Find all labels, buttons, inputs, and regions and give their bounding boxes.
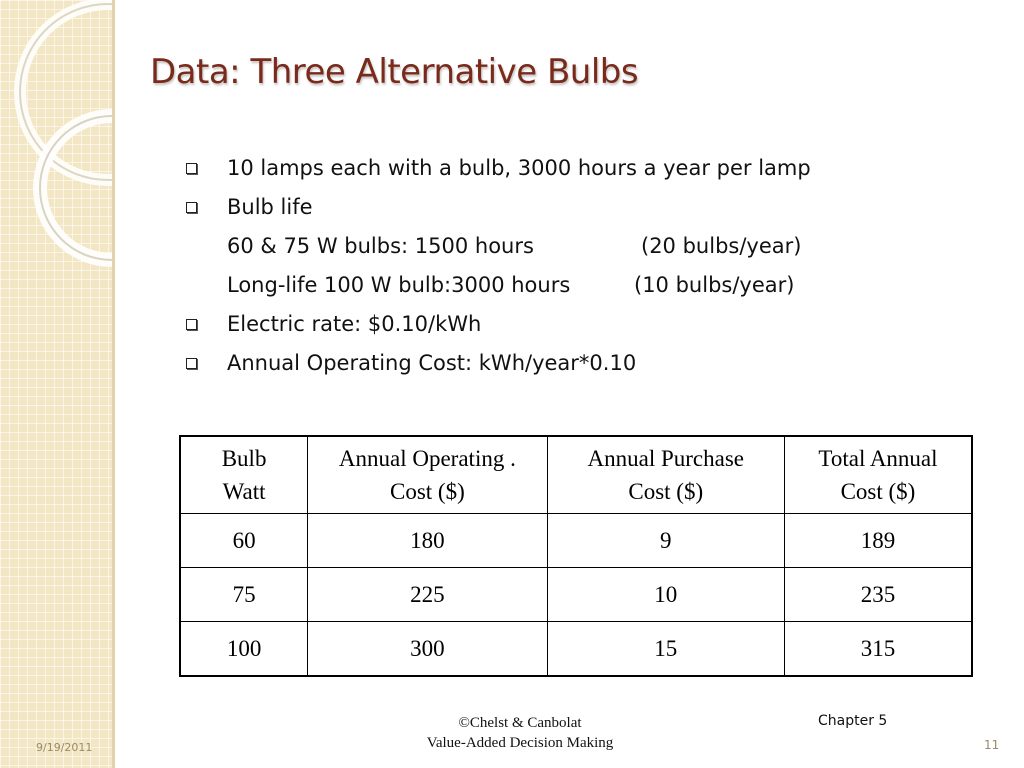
table-cell: 15 xyxy=(547,622,784,677)
footer-chapter: Chapter 5 xyxy=(818,713,888,729)
checkbox-bullet-icon xyxy=(186,202,197,213)
bullet-text: Bulb life xyxy=(227,195,313,219)
table-cell: 235 xyxy=(784,568,972,622)
bullet-text: Electric rate: $0.10/kWh xyxy=(227,312,482,336)
column-header-purchase-cost: Annual Purchase Cost ($) xyxy=(547,436,784,514)
table-cell: 315 xyxy=(784,622,972,677)
table-header-row xyxy=(180,436,972,514)
table-cell: 189 xyxy=(784,514,972,568)
bulb-life-label: Long-life 100 W bulb:3000 hours xyxy=(227,273,571,297)
sidebar-edge xyxy=(112,0,115,768)
checkbox-bullet-icon xyxy=(186,319,197,330)
table-cell: 9 xyxy=(547,514,784,568)
column-header-operating-cost: Annual Operating . Cost ($) xyxy=(308,436,547,514)
bullet-text: Annual Operating Cost: kWh/year*0.10 xyxy=(227,351,637,375)
decorative-rings xyxy=(0,0,112,768)
table-row xyxy=(180,622,972,677)
footer-copyright xyxy=(380,713,660,753)
checkbox-bullet-icon xyxy=(186,163,197,174)
table-cell: 300 xyxy=(308,622,547,677)
column-header-bulb-watt: Bulb Watt xyxy=(180,436,308,514)
table-cell: 180 xyxy=(308,514,547,568)
column-header-total-cost: Total Annual Cost ($) xyxy=(784,436,972,514)
table-cell: 225 xyxy=(308,568,547,622)
footer-copyright-line2: Value-Added Decision Making xyxy=(426,735,614,751)
table-cell: 60 xyxy=(180,514,308,568)
slide-title: Data: Three Alternative Bulbs xyxy=(150,52,639,92)
footer-copyright-line1: ©Chelst & Canbolat xyxy=(458,715,582,731)
table-cell: 75 xyxy=(180,568,308,622)
table-row xyxy=(180,568,972,622)
bulb-life-note: (20 bulbs/year) xyxy=(641,234,802,258)
checkbox-bullet-icon xyxy=(186,358,197,369)
table-cell: 10 xyxy=(547,568,784,622)
decorative-sidebar xyxy=(0,0,112,768)
bulb-life-note: (10 bulbs/year) xyxy=(634,273,795,297)
sub-item-text xyxy=(227,228,801,264)
sub-item-text xyxy=(227,267,794,303)
table-cell: 100 xyxy=(180,622,308,677)
page-number: 11 xyxy=(984,738,1000,752)
bulb-cost-table xyxy=(179,435,973,677)
footer-date: 9/19/2011 xyxy=(36,741,93,754)
bullet-text: 10 lamps each with a bulb, 3000 hours a year per lamp xyxy=(227,156,811,180)
table-row xyxy=(180,514,972,568)
bulb-life-label: 60 & 75 W bulbs: 1500 hours xyxy=(227,234,534,258)
